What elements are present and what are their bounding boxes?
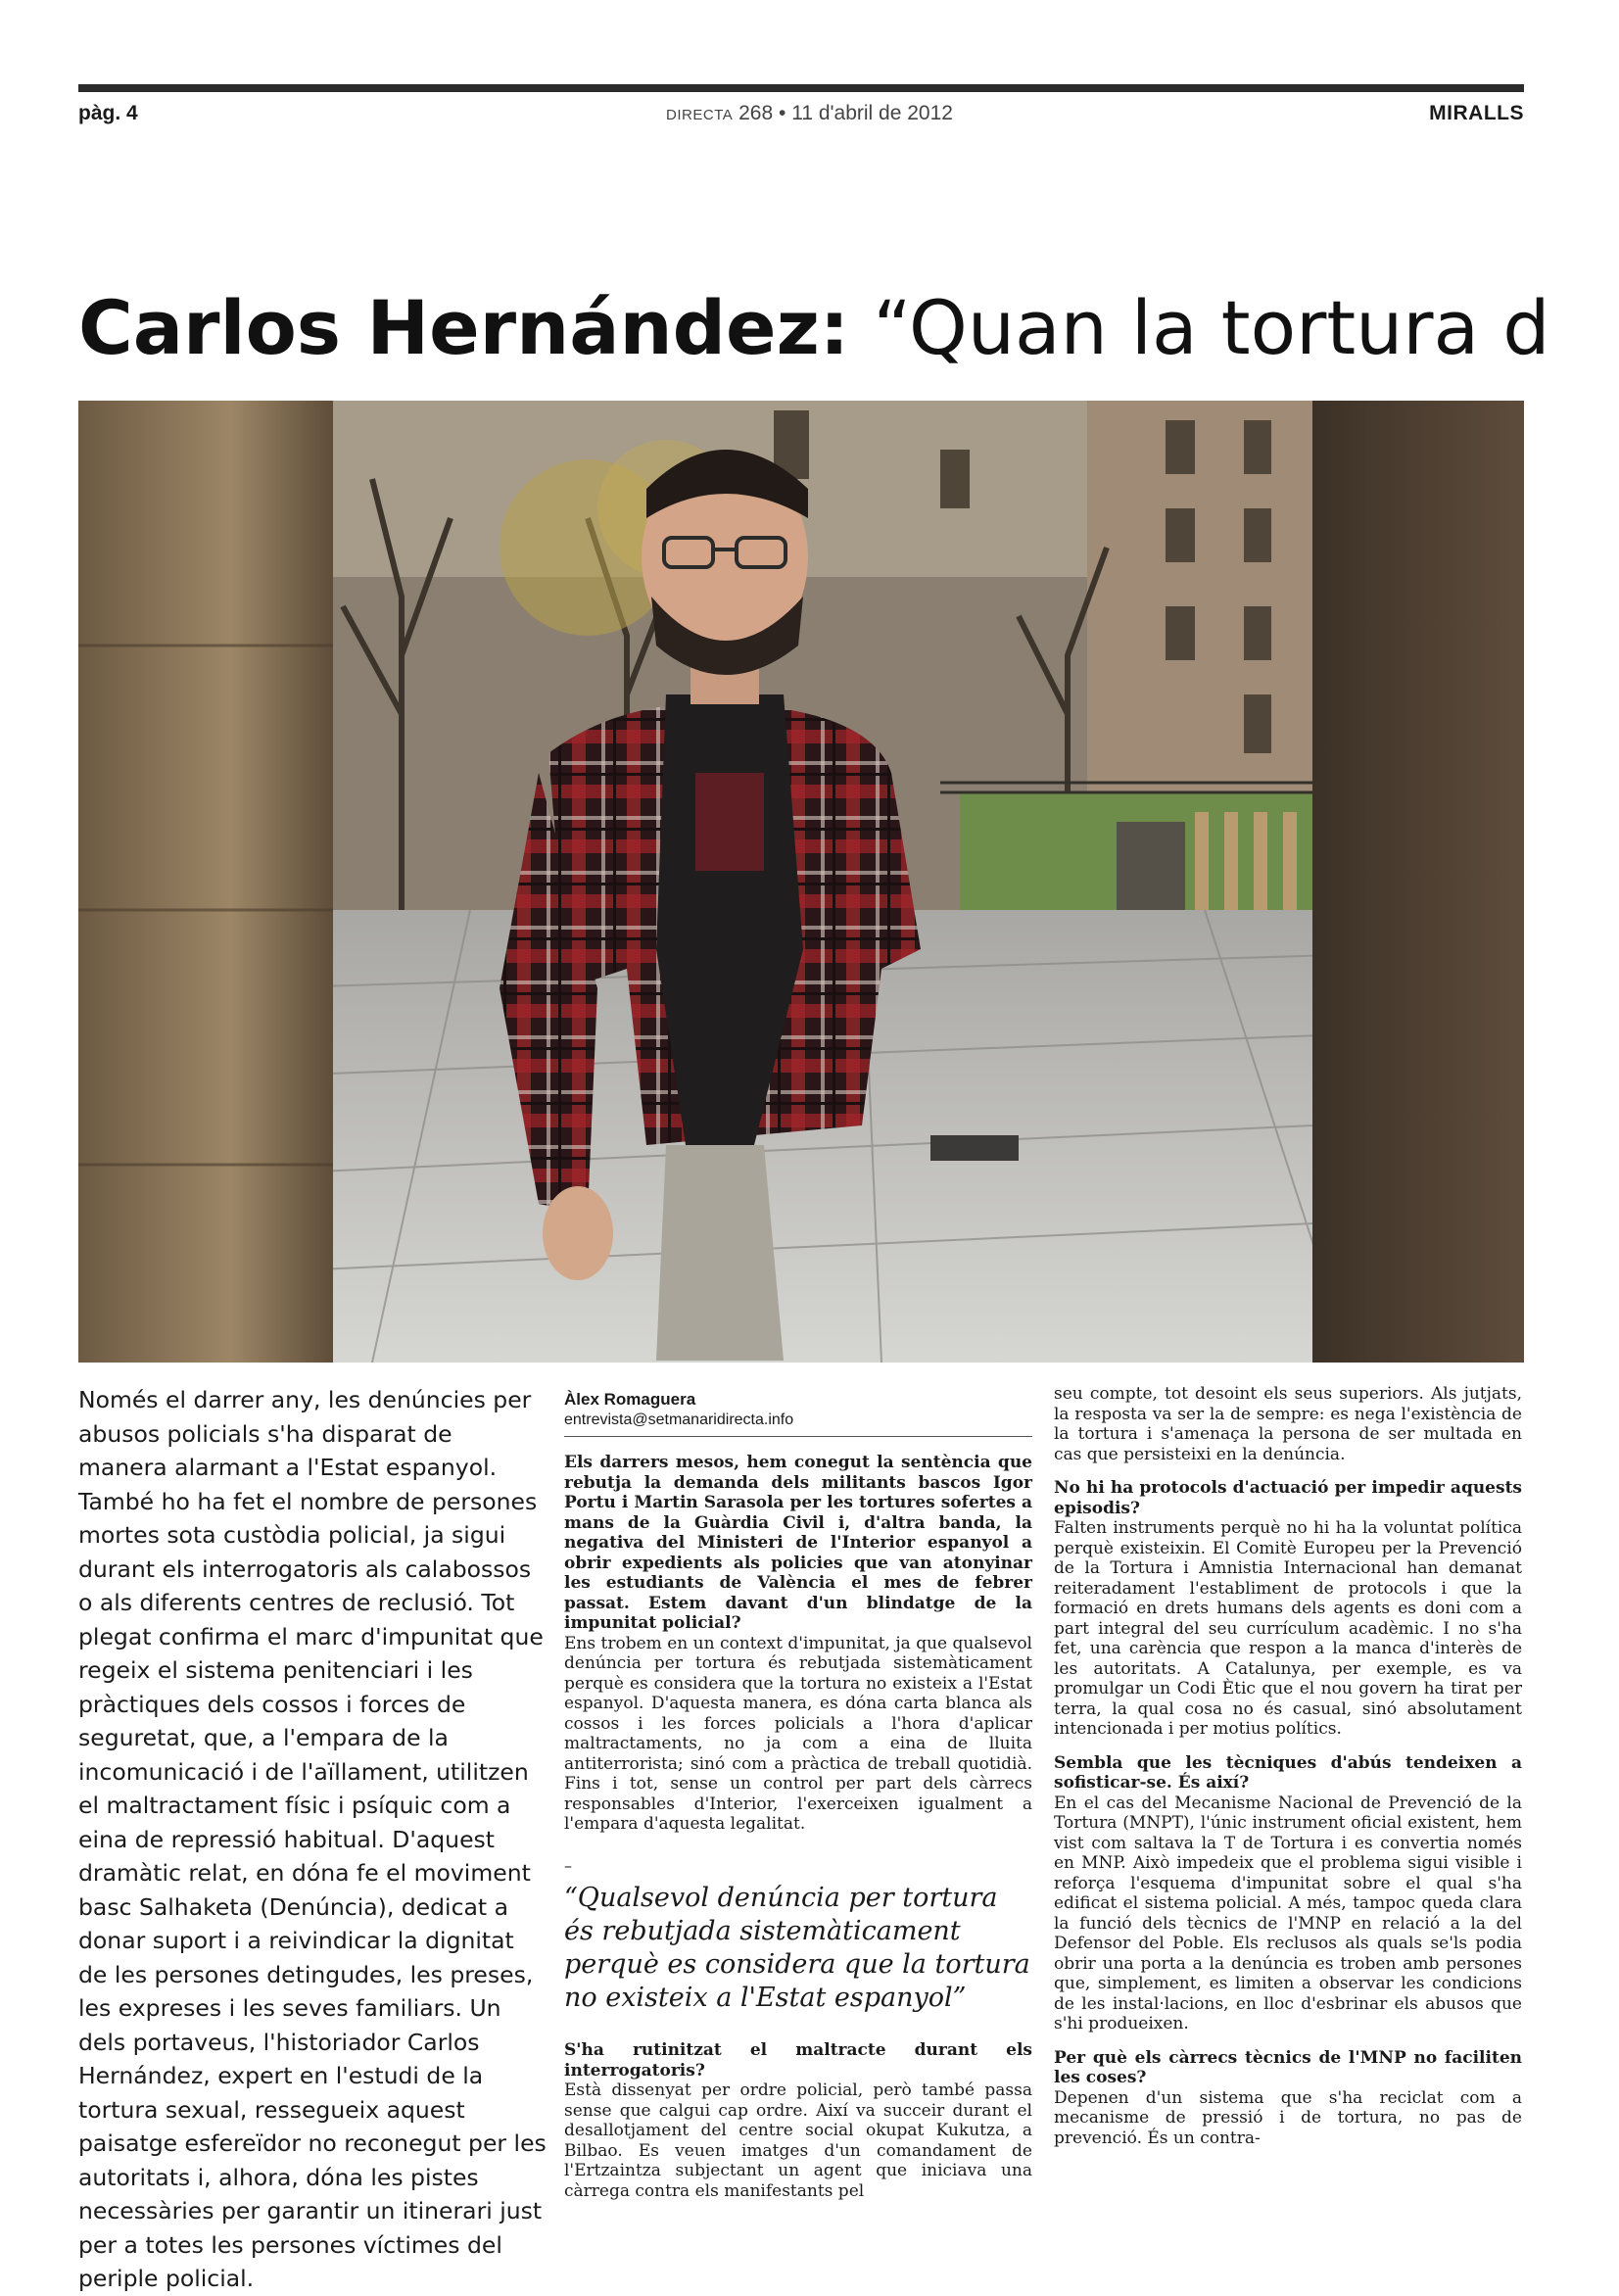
question-3: No hi ha protocols d'actuació per impedir aquests episodis? [1054,1478,1522,1518]
issue-info [0,102,1619,125]
question-2: S'ha rutinitzat el maltracte durant els interrogatoris? [564,2040,1032,2081]
byline-email: entrevista@setmanaridirecta.info [564,1411,1032,1437]
portrait-photo [78,401,1524,1363]
headline-quote: “Quan la tortura d [873,284,1550,371]
publication-name: DIRECTA [666,107,734,123]
answer-1: Ens trobem en un context d'impunitat, ja que qualsevol denúncia per tortura és rebutjada sistemàticament perquè es considera que la tortura no existeix a l'Estat espanyol. D'aquesta manera, es dóna carta blanca als cossos i les forces policials a l'hora d'aplicar maltractaments, no ja com a eina de lluita antiterrorista; sinó com a pràctica de treball quotidià. Fins i tot, sense un control per part dels càrrecs responsables d'Interior, l'exerceixen igualment a l'empara d'aquesta legalitat. [564,1633,1032,1834]
pullquote-dash: – [564,1855,572,1875]
page-number: pàg. 4 [78,102,138,124]
question-4: Sembla que les tècniques d'abús tendeixen a sofisticar-se. És així? [1054,1752,1522,1793]
article-column-3 [1054,1384,1522,2148]
lede-text: Només el darrer any, les denúncies per abusos policials s'ha disparat de manera alarmant a l'Estat espanyol. També ho ha fet el nombre de persones mortes sota custòdia policial, ja sigui durant els interrogatoris als calabossos o als diferents centres de reclusió. Tot plegat confirma el marc d'impunitat que regeix el sistema penitenciari i les pràctiques dels cossos i forces de seguretat, que, a l'empara de la incomunicació i de l'aïllament, utilitzen el maltractament físic i psíquic com a eina de repressió habitual. D'aquest dramàtic relat, en dóna fe el moviment basc Salhaketa (Denúncia), dedicat a donar suport i a reivindicar la dignitat de les persones detingudes, les preses, les expreses i les seves familiars. Un dels portaveus, l'historiador Carlos Hernández, expert en l'estudi de la tortura sexual, ressegueix aquest paisatge esfereïdor no reconegut per les autoritats i, alhora, dóna les pistes necessàries per garantir un itinerari just per a totes les persones víctimes del periple policial. [78,1386,547,2292]
headline-name: Carlos Hernández: [78,284,850,371]
answer-2-continued: seu compte, tot desoint els seus superiors. Als jutjats, la resposta va ser la de sempre: es nega l'existència de la tortura i s'amenaça la persona de ser multada en cas que persisteixi en la denúncia. [1054,1384,1522,1464]
question-5: Per què els càrrecs tècnics de l'MNP no faciliten les coses? [1054,2047,1522,2087]
byline-author: Àlex Romaguera [564,1390,696,1409]
lede-column [78,1383,547,2296]
issue-separator: • [779,102,786,124]
article-column-2 [564,1389,1032,2201]
answer-5: Depenen d'un sistema que s'ha reciclat com a mecanisme de pressió i de tortura, no pas de prevenció. És un contra- [1054,2087,1522,2148]
issue-date: 11 d'abril de 2012 [791,102,953,124]
answer-4: En el cas del Mecanisme Nacional de Prevenció de la Tortura (MNPT), l'únic instrument oficial existent, hem vist com saltava la T de Tortura i es convertia només en MNP. Això impedeix que el problema sigui visible i reforça l'esquema d'impunitat sobre el qual s'ha edificat el sistema policial. A més, tampoc queda clara la funció dels tècnics de l'MNP en relació a la del Defensor del Poble. Els reclusos als quals se'ls podia obrir una porta a la denúncia es troben amb persones que, simplement, es limiten a observar les condicions de les instal·lacions, en lloc d'esbrinar els abusos que s'hi produeixen. [1054,1793,1522,2033]
answer-3: Falten instruments perquè no hi ha la voluntat política perquè existeixin. El Comitè Europeu per la Prevenció de la Tortura i Amnistia Internacional han demanat reiteradament l'establiment de protocols i que la formació en drets humans dels agents es doni com a part integral del seu currículum acadèmic. I no s'ha fet, una carència que respon a la manca d'interès de les autoritats. A Catalunya, per exemple, es va promulgar un Codi Ètic que el nou govern ha tirat per terra, la qual cosa no és casual, sinó absolutament intencionada i per motius polítics. [1054,1518,1522,1739]
intro-question: Els darrers mesos, hem conegut la sentència que rebutja la demanda dels militants bascos Igor Portu i Martin Sarasola per les tortures sofertes a mans de la Guàrdia Civil i, d'altra banda, la negativa del Ministeri de l'Interior espanyol a obrir expedients als policies que van atonyinar les estudiants de València el mes de febrer passat. Estem davant d'un blindatge de la impunitat policial? [564,1453,1032,1633]
pullquote: “Qualsevol denúncia per tortura és rebutjada sistemàticament perquè es considera que la tortura no existeix a l'Estat espanyol” [564,1883,1030,2013]
answer-2: Està dissenyat per ordre policial, però també passa sense que calgui cap ordre. Així va succeir durant el desallotjament del centre social okupat Kukutza, a Bilbao. Es veuen imatges d'un comandament de l'Ertzaintza subjectant un agent que iniciava una càrrega contra els manifestants pel [564,2081,1032,2201]
section-name: MIRALLS [1429,102,1524,124]
issue-number: 268 [738,102,774,124]
top-rule [78,84,1524,92]
headline [78,279,1619,377]
